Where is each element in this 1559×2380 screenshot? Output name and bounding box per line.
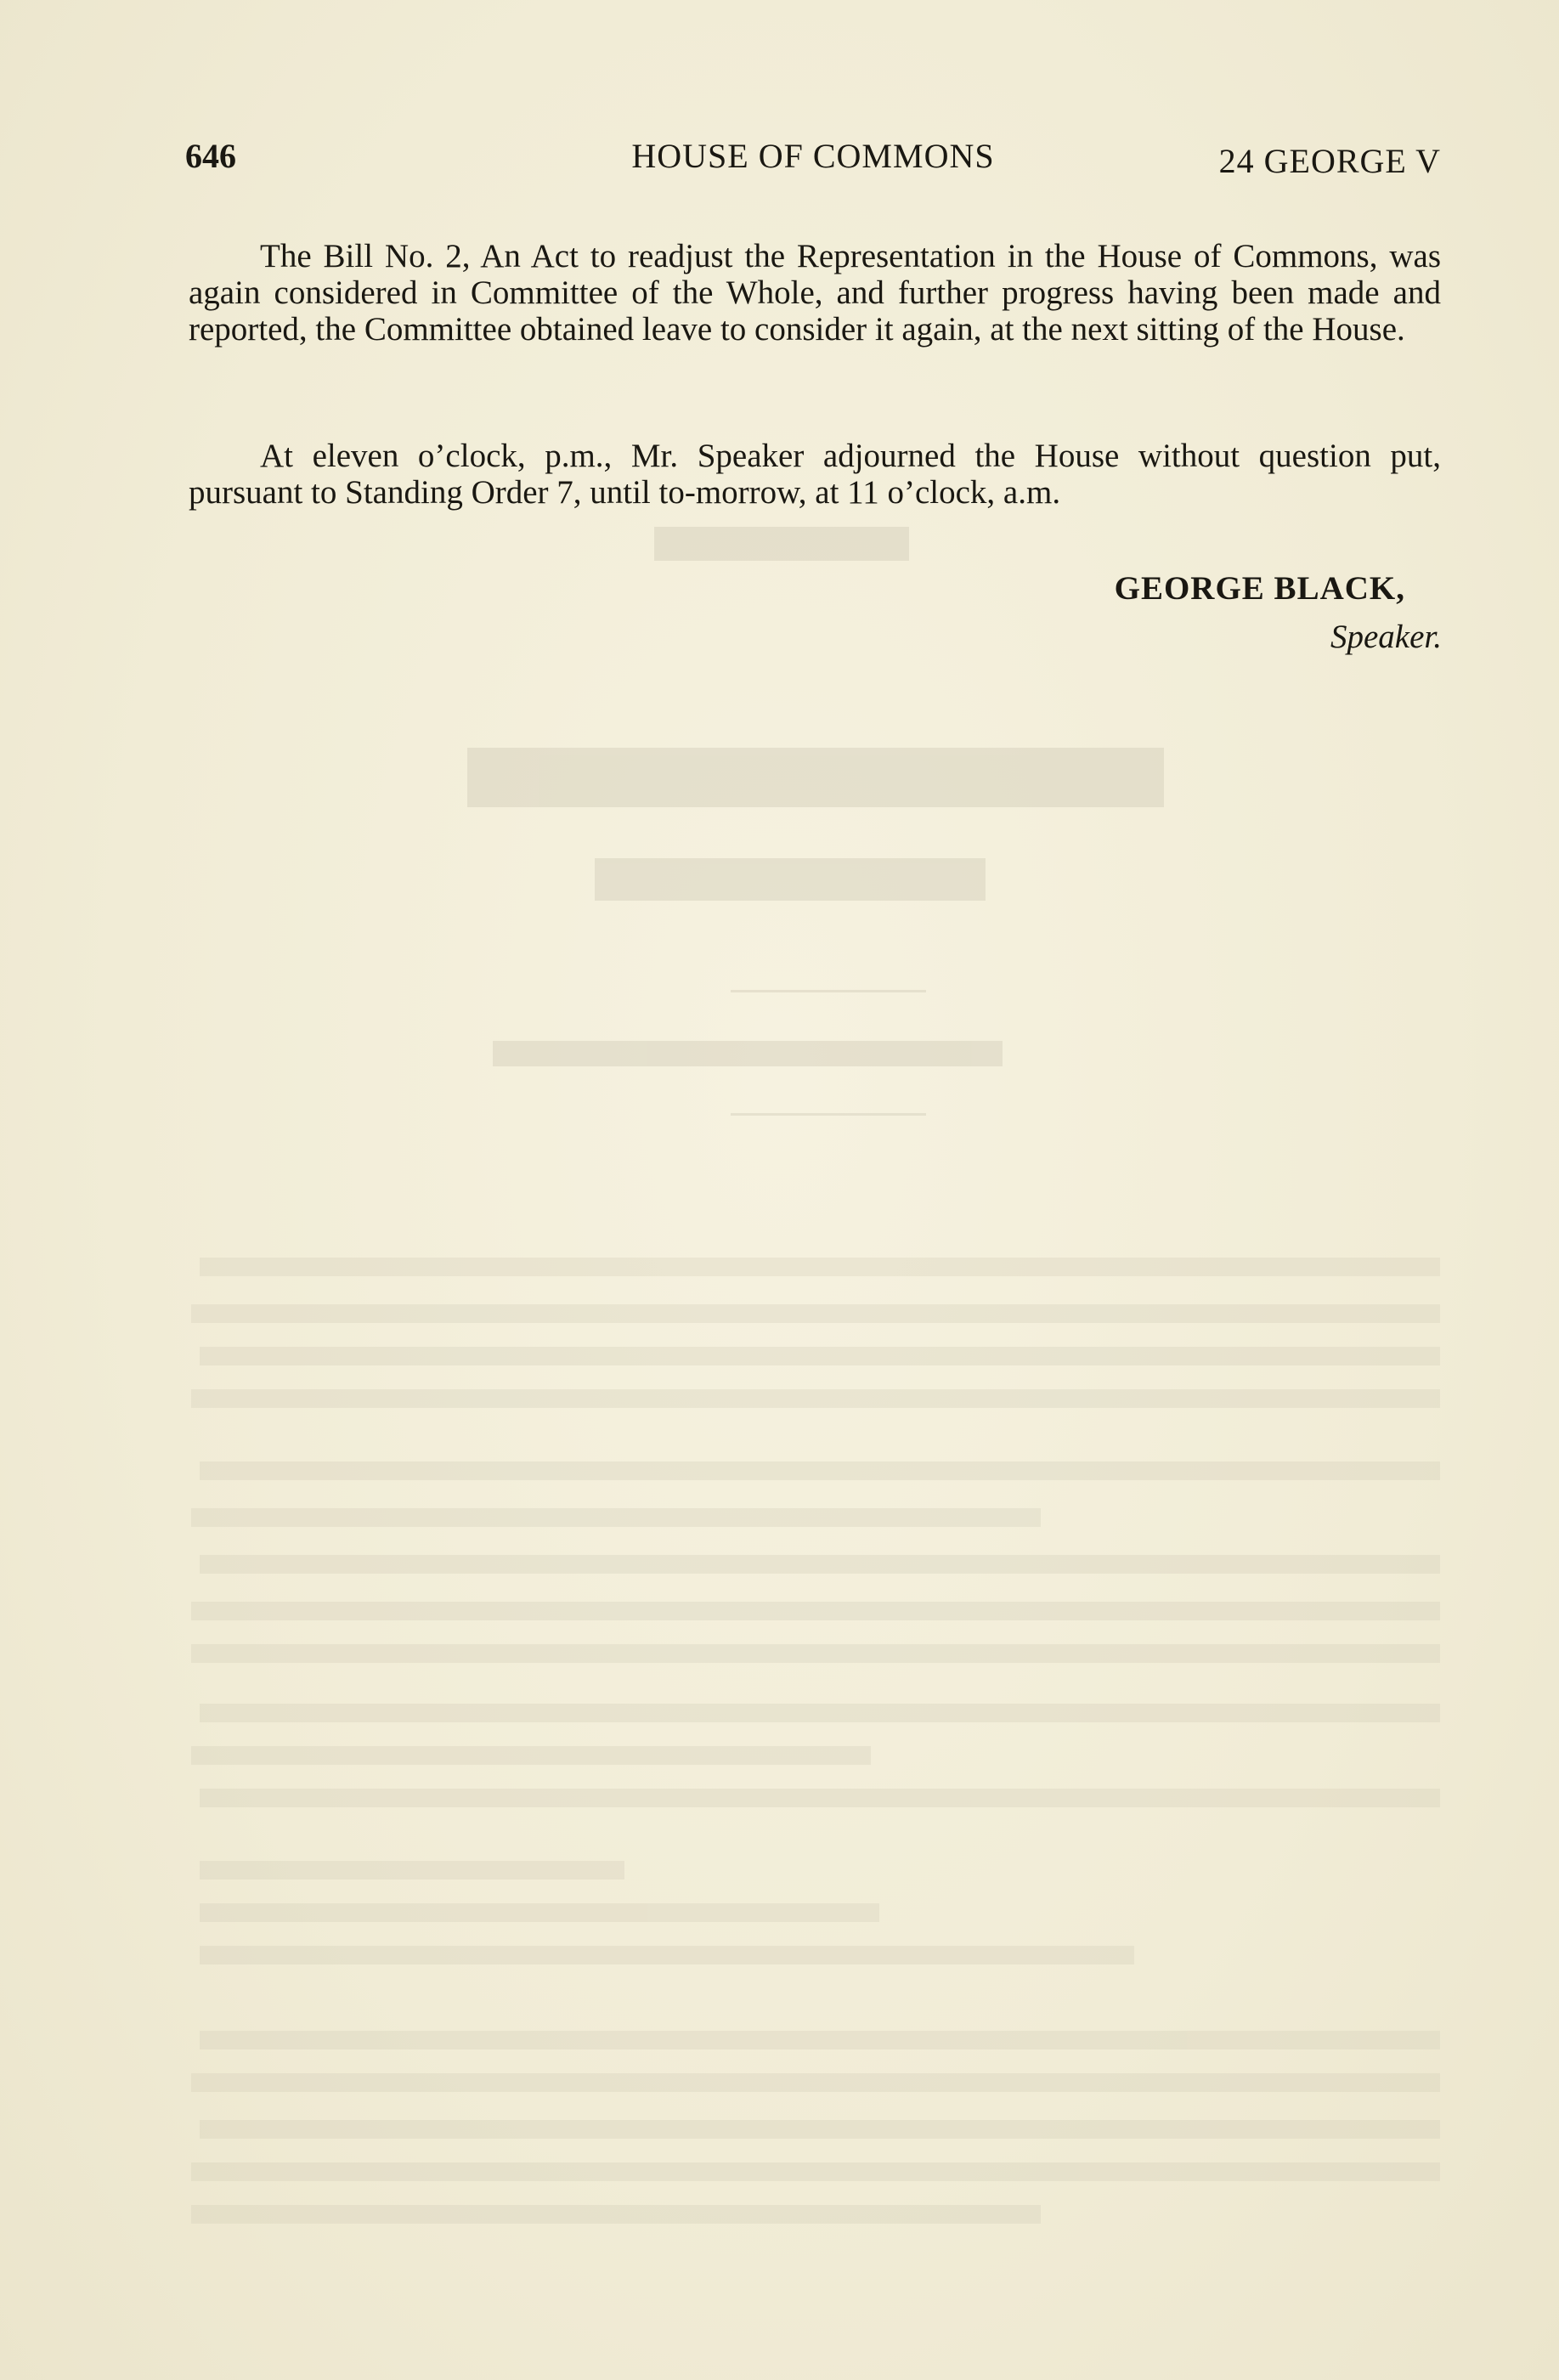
adjournment-paragraph: At eleven o’clock, p.m., Mr. Speaker adjourned the House without question put, pursuant to Standing Order 7, until to-morrow, at 11 o’clock, a.m. — [189, 438, 1441, 511]
signer-title: Speaker. — [1330, 619, 1442, 655]
signature-block — [1115, 569, 1442, 656]
signer-name: GEORGE BLACK, — [1114, 570, 1405, 607]
running-title: HOUSE OF COMMONS — [631, 137, 995, 175]
page-number: 646 — [185, 137, 236, 175]
regnal-year: 24 GEORGE V — [1218, 142, 1441, 180]
page-header — [185, 136, 1441, 187]
bill-paragraph: The Bill No. 2, An Act to readjust the Representation in the House of Commons, was again considered in Committee of the Whole, and further progress having been made and reported, the Committee obtained leave to consider it again, at the next sitting of the House. — [189, 238, 1441, 348]
